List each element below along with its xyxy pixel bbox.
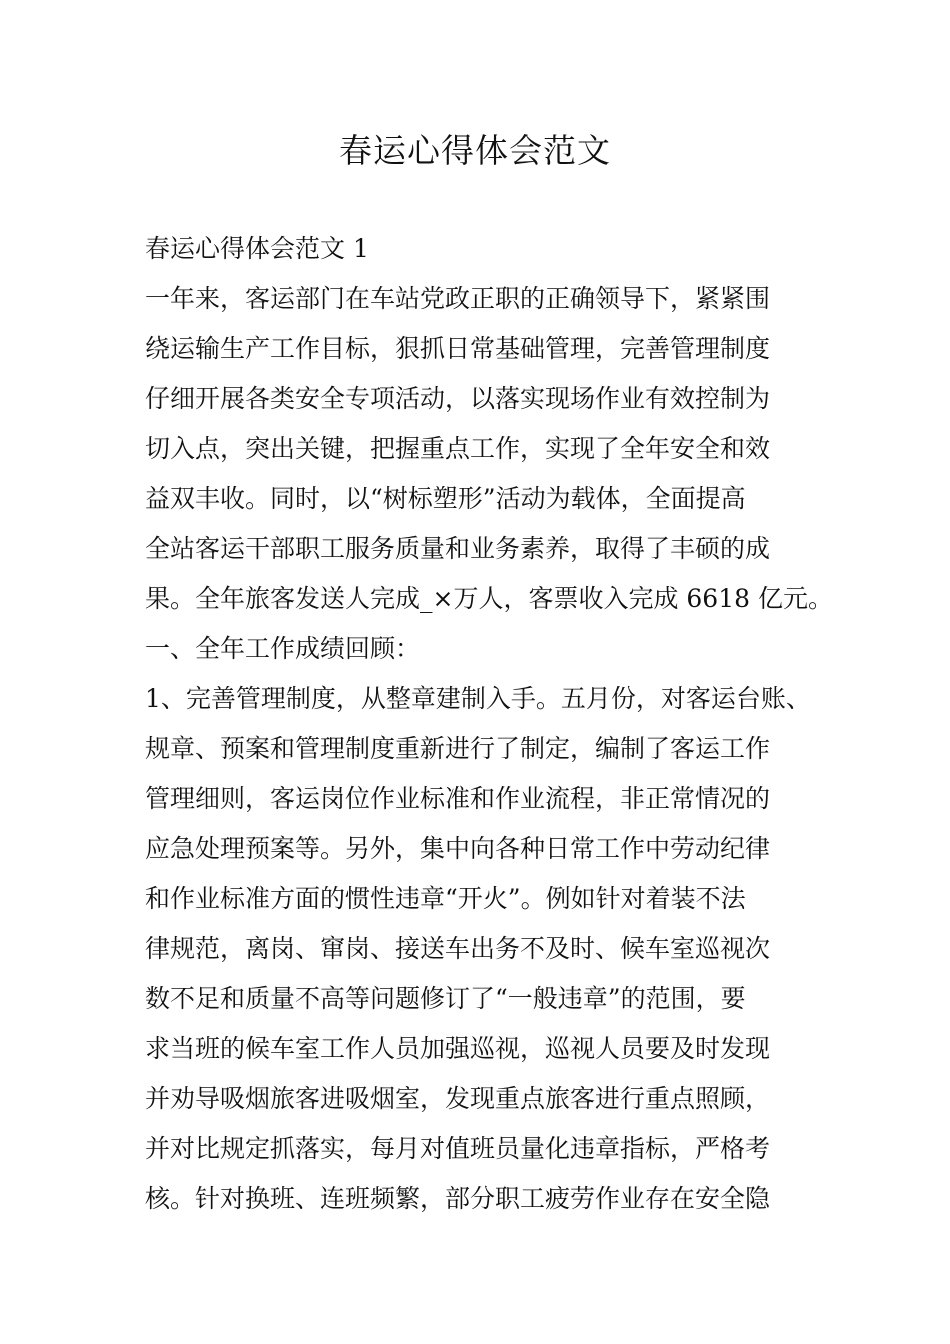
text-line: 并劝导吸烟旅客进吸烟室，发现重点旅客进行重点照顾， (145, 1084, 771, 1113)
section-heading: 一、全年工作成绩回顾： (145, 634, 421, 663)
text-line: 律规范，离岗、窜岗、接送车出务不及时、候车室巡视次 (145, 934, 771, 963)
text-line: 应急处理预案等。另外，集中向各种日常工作中劳动纪律 (145, 834, 771, 863)
text-line: 全站客运干部职工服务质量和业务素养，取得了丰硕的成 (145, 534, 771, 563)
text-line: 果。全年旅客发送人完成_×万人，客票收入完成 6618 亿元。 (145, 584, 833, 613)
section-heading: 春运心得体会范文 1 (145, 234, 369, 263)
text-line: 益双丰收。同时，以“树标塑形”活动为载体，全面提高 (145, 484, 746, 513)
document-body (145, 224, 835, 1224)
text-line: 规章、预案和管理制度重新进行了制定，编制了客运工作 (145, 734, 771, 763)
text-line: 一年来，客运部门在车站党政正职的正确领导下，紧紧围 (145, 284, 771, 313)
text-line: 仔细开展各类安全专项活动，以落实现场作业有效控制为 (145, 384, 771, 413)
text-line: 1、完善管理制度，从整章建制入手。五月份，对客运台账、 (145, 684, 811, 713)
text-line: 数不足和质量不高等问题修订了“一般违章”的范围，要 (145, 984, 746, 1013)
text-line: 切入点，突出关键，把握重点工作，实现了全年安全和效 (145, 434, 771, 463)
page-title: 春运心得体会范文 (339, 131, 611, 170)
text-line: 绕运输生产工作目标，狠抓日常基础管理，完善管理制度 (145, 334, 771, 363)
text-line: 并对比规定抓落实，每月对值班员量化违章指标，严格考 (145, 1134, 771, 1163)
text-line: 核。针对换班、连班频繁，部分职工疲劳作业存在安全隐 (145, 1184, 771, 1213)
text-line: 管理细则，客运岗位作业标准和作业流程，非正常情况的 (145, 784, 771, 813)
text-line: 和作业标准方面的惯性违章“开火”。例如针对着装不法 (145, 884, 746, 913)
text-line: 求当班的候车室工作人员加强巡视，巡视人员要及时发现 (145, 1034, 771, 1063)
